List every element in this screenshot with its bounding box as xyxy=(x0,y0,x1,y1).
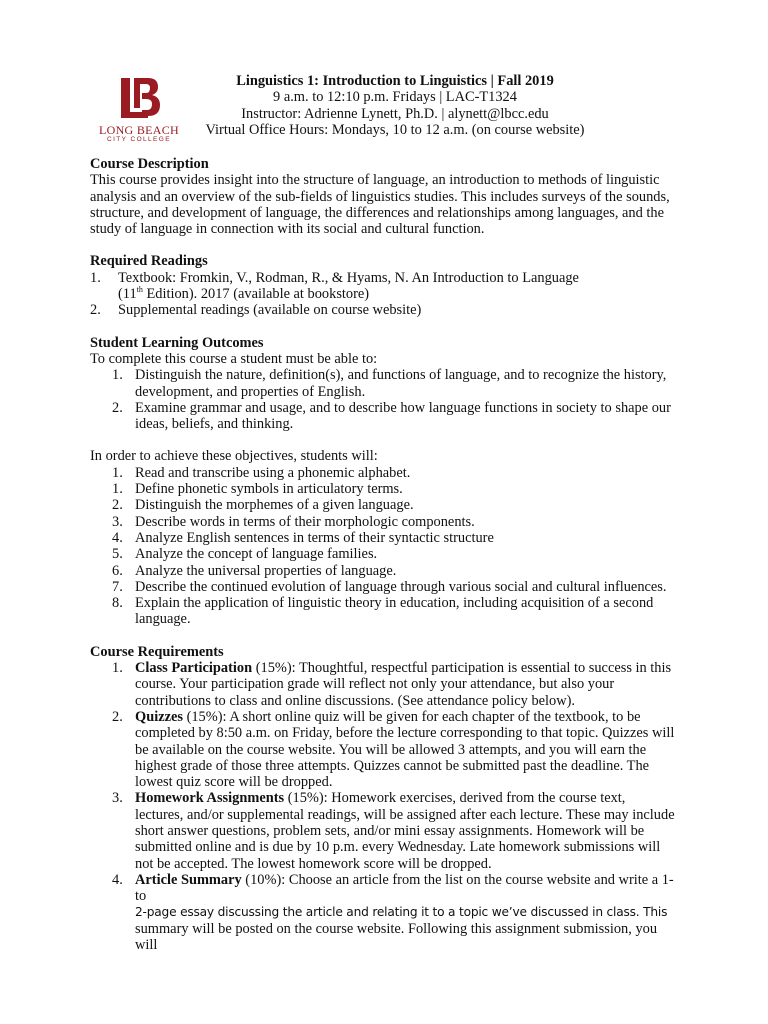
reading-text: Supplemental readings (available on course website) xyxy=(118,302,422,319)
item-text: Analyze the concept of language families. xyxy=(135,546,378,563)
item-text: Describe words in terms of their morphologic components. xyxy=(135,513,475,530)
college-logo xyxy=(96,72,182,142)
course-title: Linguistics 1: Introduction to Linguistics | Fall 2019 xyxy=(236,73,554,89)
item-text: Examine grammar and usage, and to describe how language functions in society to shape our ideas, beliefs, and thinking. xyxy=(135,399,671,433)
item-number: 1. xyxy=(112,660,123,677)
section-title: Course Description xyxy=(90,156,209,172)
course-time: 9 a.m. to 12:10 p.m. Fridays | LAC-T1324 xyxy=(273,89,517,106)
list-item xyxy=(90,465,676,481)
requirement-text: 2-page essay discussing the article and relating it to a topic we’ve discussed in class. This xyxy=(135,905,668,920)
item-number: 4. xyxy=(112,529,123,546)
section-title: Student Learning Outcomes xyxy=(90,334,264,351)
reading-text: Textbook: Fromkin, V., Rodman, R., & Hyams, N. An Introduction to Language xyxy=(118,269,579,286)
requirement-text: summary will be posted on the course website. Following this assignment submission, you will xyxy=(135,920,658,954)
requirement-name: Quizzes xyxy=(135,708,183,725)
item-number: 8. xyxy=(112,595,123,612)
course-description-section xyxy=(90,156,676,237)
office-hours: Virtual Office Hours: Mondays, 10 to 12 a.m. (on course website) xyxy=(205,121,585,138)
list-item xyxy=(90,709,676,790)
list-item xyxy=(90,270,676,303)
item-number: 3. xyxy=(112,790,123,807)
course-description-text: This course provides insight into the structure of language, an introduction to methods of linguistic analysis and an overview of the sub-fields of linguistics studies. This includes surveys of the sounds, structure, and development of language, the differences and relationships among languages, and the study of language in connection with its social and cultural function. xyxy=(90,172,670,238)
list-item xyxy=(90,530,676,546)
item-text: Read and transcribe using a phonemic alphabet. xyxy=(135,464,411,481)
item-number: 1. xyxy=(112,367,123,384)
logo-subname: CITY COLLEGE xyxy=(106,136,171,143)
item-number: 1. xyxy=(90,269,101,286)
requirement-text: (15%): Homework exercises, derived from the course text, lectures, and/or supplemental readings, will be assigned after each lecture. These may include short answer questions, problem sets, and/or mini essay assignments. Homework will be submitted online and is due by 10 p.m. every Wednesday. Late homework submissions will not be accepted. The lowest homework score will be dropped. xyxy=(135,790,675,872)
item-text: Describe the continued evolution of language through various social and cultural influences. xyxy=(135,578,667,595)
requirements-list xyxy=(90,660,676,953)
outcomes-intro: To complete this course a student must be able to: xyxy=(90,350,378,367)
item-number: 2. xyxy=(112,497,123,514)
syllabus-body xyxy=(90,156,676,969)
readings-list xyxy=(90,270,676,319)
item-number: 2. xyxy=(112,399,123,416)
section-title: Course Requirements xyxy=(90,643,224,660)
list-item xyxy=(90,400,676,433)
edition-text: (11th Edition). 2017 (available at bookstore) xyxy=(118,285,370,303)
item-number: 1. xyxy=(112,481,123,498)
item-number: 2. xyxy=(112,708,123,725)
list-item xyxy=(90,660,676,709)
item-text: Analyze the universal properties of language. xyxy=(135,562,397,579)
list-item xyxy=(90,497,676,513)
list-item xyxy=(90,563,676,579)
item-text: Define phonetic symbols in articulatory terms. xyxy=(135,481,403,498)
required-readings-section xyxy=(90,253,676,318)
list-item xyxy=(90,579,676,595)
requirement-name: Class Participation xyxy=(135,660,253,677)
list-item xyxy=(90,790,676,871)
objectives-list xyxy=(90,465,676,628)
list-item xyxy=(90,367,676,400)
item-text: Analyze English sentences in terms of their syntactic structure xyxy=(135,529,494,546)
requirement-name: Homework Assignments xyxy=(135,790,285,807)
list-item xyxy=(90,302,676,318)
learning-outcomes-section xyxy=(90,335,676,628)
list-item xyxy=(90,514,676,530)
outcomes-list xyxy=(90,367,676,432)
item-number: 2. xyxy=(90,302,101,319)
item-number: 7. xyxy=(112,578,123,595)
section-title: Required Readings xyxy=(90,253,208,270)
item-text: Explain the application of linguistic theory in education, including acquisition of a second language. xyxy=(135,595,654,628)
lb-monogram-icon xyxy=(96,72,182,124)
item-number: 4. xyxy=(112,871,123,888)
list-item xyxy=(90,872,676,953)
requirement-text: (10%): Choose an article from the list on the course website and write a 1- to xyxy=(135,871,674,905)
item-number: 5. xyxy=(112,546,123,563)
item-text: Distinguish the morphemes of a given language. xyxy=(135,497,414,514)
list-item xyxy=(90,481,676,497)
requirement-text: (15%): A short online quiz will be given for each chapter of the textbook, to be completed by 8:50 a.m. on Friday, before the lecture corresponding to that topic. Quizzes will be available on the course website. You will be allowed 3 attempts, and you will earn the highest grade of those three attempts. Quizzes cannot be submitted past the deadline. The lowest quiz score will be dropped. xyxy=(135,708,675,791)
course-header xyxy=(190,73,600,138)
item-number: 3. xyxy=(112,513,123,530)
logo-name: LONG BEACH xyxy=(99,123,179,137)
list-item xyxy=(90,546,676,562)
item-number: 6. xyxy=(112,562,123,579)
item-text: Distinguish the nature, definition(s), and functions of language, and to recognize the history, development, and properties of English. xyxy=(135,367,667,400)
requirement-name: Article Summary xyxy=(135,871,242,888)
objectives-intro: In order to achieve these objectives, students will: xyxy=(90,448,378,465)
requirement-text: (15%): Thoughtful, respectful participation is essential to success in this course. Your participation grade will reflect not only your attendance, but also your contributions to class and online discussions. (See attendance policy below). xyxy=(135,660,672,709)
instructor-line: Instructor: Adrienne Lynett, Ph.D. | alynett@lbcc.edu xyxy=(241,105,549,122)
item-number: 1. xyxy=(112,464,123,481)
course-requirements-section xyxy=(90,644,676,954)
list-item xyxy=(90,595,676,628)
